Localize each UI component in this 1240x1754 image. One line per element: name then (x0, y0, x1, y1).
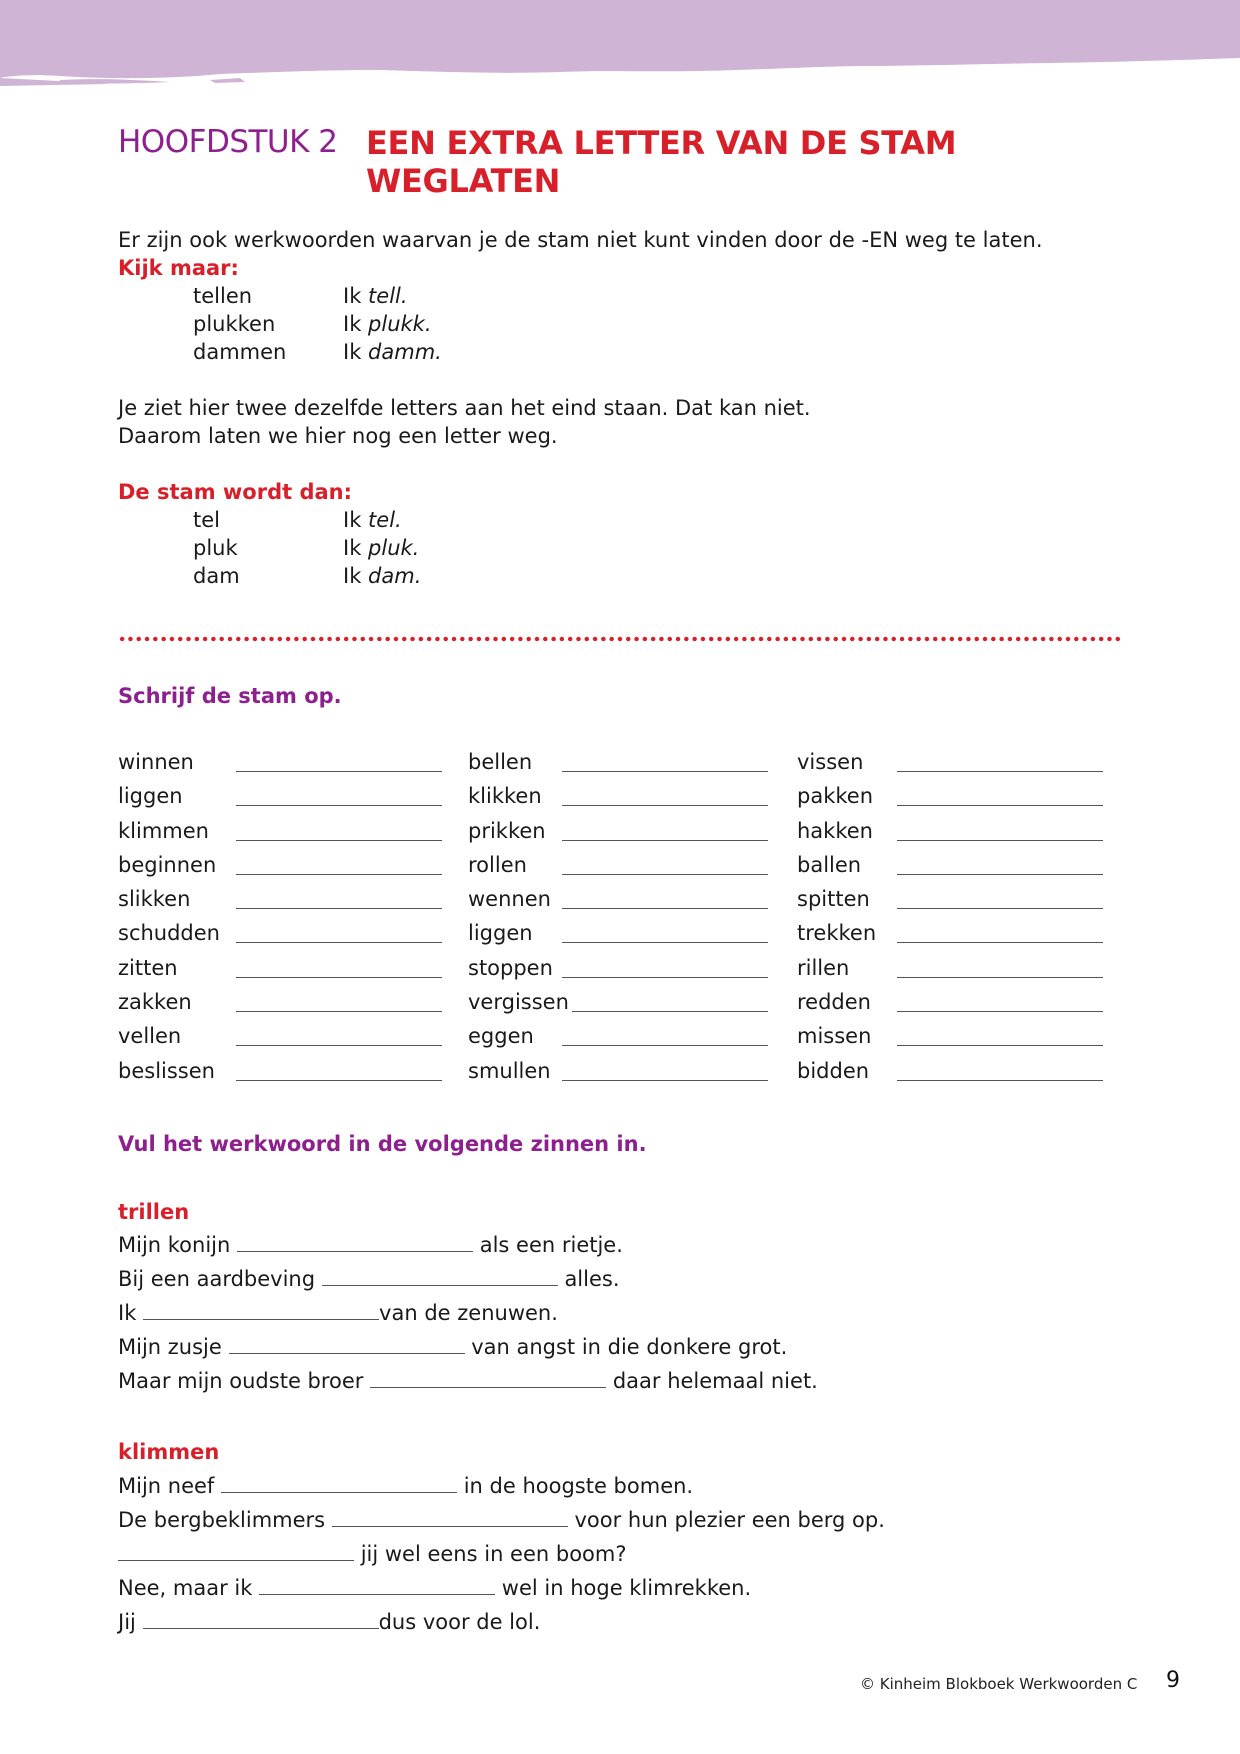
sentence-after: daar helemaal niet. (612, 1369, 818, 1393)
stem-answer-line[interactable] (897, 1045, 1103, 1046)
stem-answer-line[interactable] (236, 840, 442, 841)
sentence-before: Maar mijn oudste broer (118, 1369, 364, 1393)
stem-answer-line[interactable] (562, 805, 768, 806)
intro-text: Er zijn ook werkwoorden waarvan je de stam niet kunt vinden door de -EN weg te laten. (118, 228, 1043, 252)
stem-answer-line[interactable] (562, 840, 768, 841)
stem-answer-line[interactable] (897, 771, 1103, 772)
answer-blank[interactable] (332, 1506, 568, 1527)
answer-blank[interactable] (221, 1472, 457, 1493)
answer-blank[interactable] (143, 1608, 379, 1629)
stem-ik: Ik (343, 536, 362, 560)
stem-verb-label: ballen (797, 852, 862, 877)
stem-verb-label: zakken (118, 990, 192, 1015)
verb-heading-trillen: trillen (118, 1200, 190, 1224)
stem-answer-line[interactable] (236, 1045, 442, 1046)
sentence-before: De bergbeklimmers (118, 1508, 326, 1532)
stem-ik: Ik (343, 564, 362, 588)
stem-verb-label: klimmen (118, 818, 209, 843)
fill-sentence (118, 1540, 627, 1568)
stem-answer-line[interactable] (236, 977, 442, 978)
stem-verb-label: vissen (797, 750, 864, 774)
example-verb: plukken (193, 312, 276, 336)
stem-ik: Ik (343, 508, 362, 532)
stem-answer-line[interactable] (897, 977, 1103, 978)
sentence-after: als een rietje. (479, 1233, 623, 1257)
fill-sentence (118, 1231, 623, 1259)
stem-answer-line[interactable] (236, 942, 442, 943)
sentence-before: Nee, maar ik (118, 1576, 253, 1600)
example-verb: dammen (193, 340, 287, 364)
stem-answer-line[interactable] (572, 1011, 768, 1012)
sentence-before: Jij (118, 1610, 136, 1634)
stem-form: dam. (368, 564, 422, 588)
sentence-before: Ik (118, 1301, 137, 1325)
stem-answer-line[interactable] (562, 771, 768, 772)
stem-label: De stam wordt dan: (118, 480, 353, 504)
example-form: plukk. (368, 312, 432, 336)
fill-sentence (118, 1333, 787, 1361)
sentence-after: jij wel eens in een boom? (360, 1542, 627, 1566)
explain-line-1: Je ziet hier twee dezelfde letters aan het eind staan. Dat kan niet. (118, 396, 811, 420)
stem-answer-line[interactable] (897, 1080, 1103, 1081)
fill-sentence (118, 1608, 540, 1636)
answer-blank[interactable] (259, 1574, 495, 1595)
stem-verb-label: bidden (797, 1058, 870, 1083)
stem-verb: pluk (193, 536, 238, 560)
stem-verb-label: wennen (468, 887, 551, 912)
exercise1-instruction: Schrijf de stam op. (118, 684, 342, 708)
stem-verb-label: spitten (797, 887, 870, 912)
answer-blank[interactable] (118, 1540, 354, 1561)
stem-answer-line[interactable] (562, 1045, 768, 1046)
stem-answer-line[interactable] (236, 874, 442, 875)
fill-sentence (118, 1265, 620, 1293)
stem-answer-line[interactable] (897, 942, 1103, 943)
stem-verb-label: bellen (468, 750, 533, 774)
stem-verb-label: winnen (118, 750, 194, 774)
fill-sentence (118, 1299, 558, 1327)
verb-heading-klimmen: klimmen (118, 1440, 220, 1464)
example-ik: Ik (343, 284, 362, 308)
stem-answer-line[interactable] (236, 771, 442, 772)
stem-verb-label: smullen (468, 1058, 551, 1083)
stem-verb-label: vergissen (468, 990, 569, 1015)
example-form: damm. (368, 340, 442, 364)
stem-verb-label: zitten (118, 955, 178, 980)
stem-verb-label: beginnen (118, 852, 217, 877)
stem-answer-line[interactable] (897, 805, 1103, 806)
stem-verb-label: trekken (797, 921, 877, 946)
sentence-after: alles. (564, 1267, 620, 1291)
stem-verb: dam (193, 564, 240, 588)
stem-verb-label: rillen (797, 955, 850, 980)
stem-verb-label: liggen (118, 784, 183, 809)
stem-verb-label: klikken (468, 784, 542, 809)
stem-answer-line[interactable] (897, 840, 1103, 841)
sentence-before: Mijn konijn (118, 1233, 231, 1257)
stem-verb: tel (193, 508, 220, 532)
stem-answer-line[interactable] (897, 908, 1103, 909)
stem-form: pluk. (368, 536, 420, 560)
stem-verb-label: vellen (118, 1024, 182, 1049)
header-brush-band (0, 0, 1240, 90)
stem-verb-label: prikken (468, 818, 546, 843)
stem-verb-label: missen (797, 1024, 872, 1049)
stem-verb-label: liggen (468, 921, 533, 946)
chapter-title-line2: WEGLATEN (366, 162, 561, 200)
stem-answer-line[interactable] (236, 805, 442, 806)
stem-verb-label: pakken (797, 784, 874, 809)
stem-answer-line[interactable] (236, 1080, 442, 1081)
stem-verb-label: schudden (118, 921, 220, 946)
answer-blank[interactable] (370, 1367, 606, 1388)
sentence-after: dus voor de lol. (378, 1610, 541, 1634)
explain-line-2: Daarom laten we hier nog een letter weg. (118, 424, 558, 448)
fill-sentence (118, 1472, 693, 1500)
stem-answer-line[interactable] (236, 908, 442, 909)
fill-sentence (118, 1506, 885, 1534)
stem-answer-line[interactable] (236, 1011, 442, 1012)
sentence-before: Mijn zusje (118, 1335, 222, 1359)
stem-answer-line[interactable] (562, 977, 768, 978)
sentence-before: Bij een aardbeving (118, 1267, 316, 1291)
stem-verb-label: redden (797, 990, 871, 1015)
fill-sentence (118, 1367, 818, 1395)
sentence-before: Mijn neef (118, 1474, 215, 1498)
answer-blank[interactable] (143, 1299, 379, 1320)
sentence-after: voor hun plezier een berg op. (574, 1508, 885, 1532)
stem-answer-line[interactable] (897, 1011, 1103, 1012)
stem-verb-label: eggen (468, 1024, 534, 1049)
example-verb: tellen (193, 284, 253, 308)
sentence-after: van de zenuwen. (379, 1301, 558, 1325)
stem-verb-label: rollen (468, 852, 527, 877)
sentence-after: in de hoogste bomen. (463, 1474, 694, 1498)
stem-answer-line[interactable] (562, 874, 768, 875)
stem-form: tel. (368, 508, 402, 532)
answer-blank[interactable] (229, 1333, 465, 1354)
dotted-divider (118, 636, 1120, 642)
stem-verb-label: hakken (797, 818, 873, 843)
example-ik: Ik (343, 312, 362, 336)
footer-copyright: © Kinheim Blokboek Werkwoorden C (860, 1675, 1138, 1693)
stem-answer-line[interactable] (562, 1080, 768, 1081)
sentence-after: wel in hoge klimrekken. (501, 1576, 752, 1600)
page-number: 9 (1166, 1668, 1180, 1693)
example-form: tell. (368, 284, 408, 308)
exercise2-instruction: Vul het werkwoord in de volgende zinnen in. (118, 1132, 647, 1156)
stem-answer-line[interactable] (562, 908, 768, 909)
stem-verb-label: beslissen (118, 1058, 215, 1083)
chapter-title-line1: EEN EXTRA LETTER VAN DE STAM (366, 124, 957, 162)
answer-blank[interactable] (237, 1231, 473, 1252)
sentence-after: van angst in die donkere grot. (471, 1335, 788, 1359)
stem-verb-label: slikken (118, 887, 191, 912)
fill-sentence (118, 1574, 751, 1602)
example-ik: Ik (343, 340, 362, 364)
stem-answer-line[interactable] (562, 942, 768, 943)
stem-verb-label: stoppen (468, 955, 553, 980)
chapter-label: HOOFDSTUK 2 (118, 124, 338, 160)
chapter-title (366, 124, 1066, 200)
look-label: Kijk maar: (118, 256, 239, 280)
answer-blank[interactable] (322, 1265, 558, 1286)
stem-answer-line[interactable] (897, 874, 1103, 875)
